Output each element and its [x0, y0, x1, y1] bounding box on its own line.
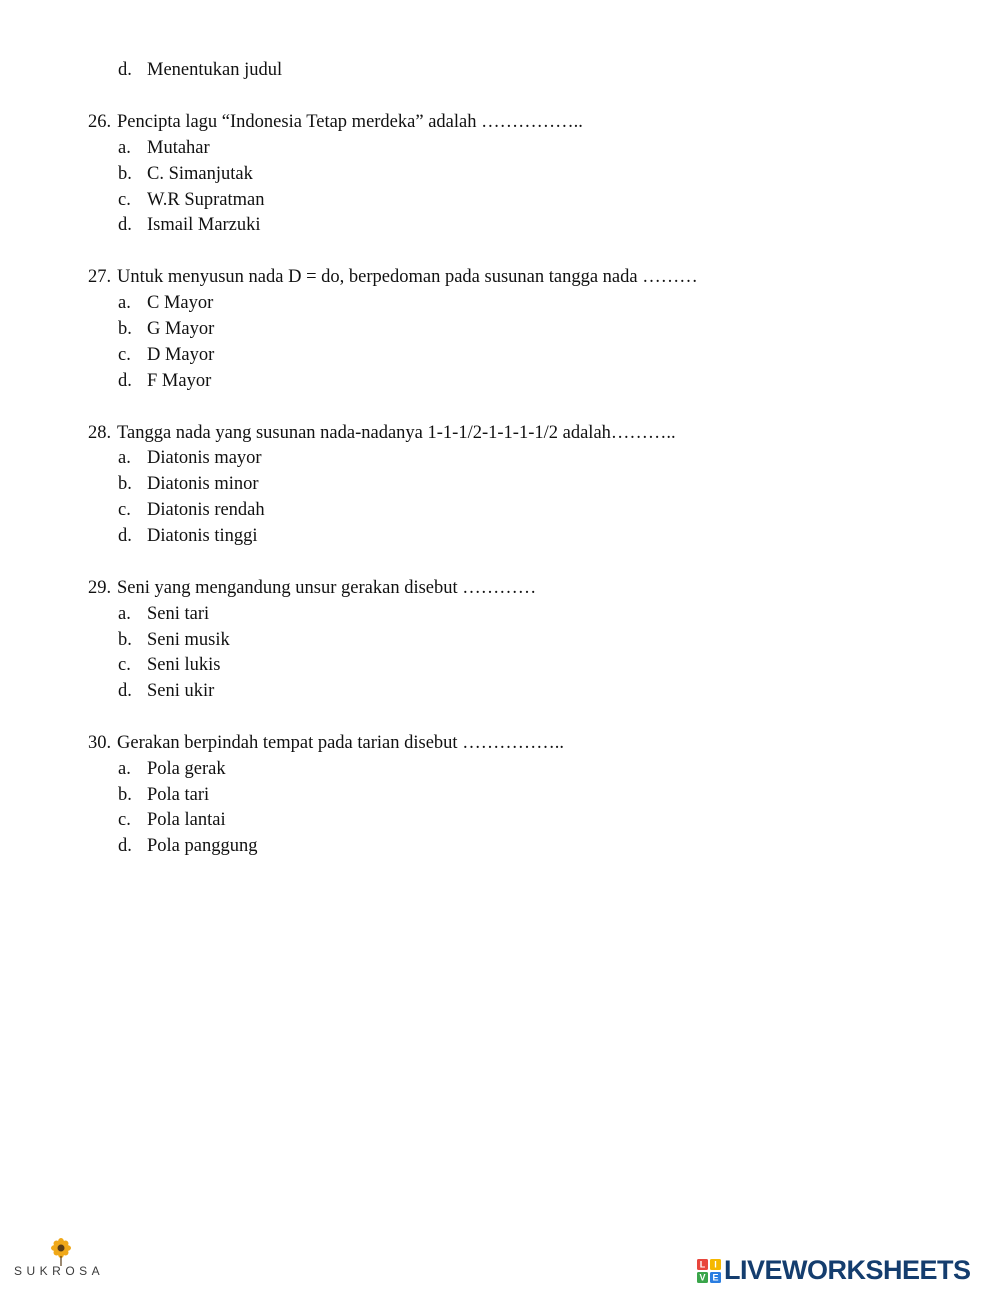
- liveworksheets-logo: [697, 1256, 997, 1286]
- logo-tile-letter: E: [712, 1272, 719, 1283]
- option-letter: a.: [118, 293, 131, 313]
- option-letter: a.: [118, 604, 131, 624]
- option-text: Seni tari: [147, 604, 210, 624]
- question-number: 30.: [88, 733, 112, 753]
- option-letter: d.: [118, 371, 132, 391]
- question-number: 26.: [88, 112, 112, 132]
- question-text: Seni yang mengandung unsur gerakan disebut …………: [117, 578, 537, 598]
- option-letter: d.: [118, 526, 132, 546]
- option-text: Diatonis tinggi: [147, 526, 258, 546]
- option-letter: b.: [118, 785, 132, 805]
- option-text: Seni ukir: [147, 681, 215, 701]
- option-text: Pola tari: [147, 785, 210, 805]
- option-text: Pola gerak: [147, 759, 226, 779]
- question-text: Untuk menyusun nada D = do, berpedoman pada susunan tangga nada ………: [117, 267, 698, 287]
- option-text: F Mayor: [147, 371, 212, 391]
- liveworksheets-wordmark: LIVEWORKSHEETS: [724, 1255, 971, 1285]
- option-letter: a.: [118, 448, 131, 468]
- option-text: Pola panggung: [147, 836, 258, 856]
- logo-tile-letter: L: [699, 1259, 706, 1270]
- question-text: Gerakan berpindah tempat pada tarian disebut ……………..: [117, 733, 564, 753]
- question-number: 29.: [88, 578, 112, 598]
- sunflower-icon: [46, 1236, 76, 1266]
- option-letter: b.: [118, 474, 132, 494]
- sukrosa-logo: [14, 1236, 124, 1286]
- logo-tile-letter: V: [699, 1272, 706, 1283]
- option-letter: c.: [118, 500, 131, 520]
- option-text: Menentukan judul: [147, 60, 283, 80]
- option-text: G Mayor: [147, 319, 215, 339]
- option-letter: b.: [118, 630, 132, 650]
- option-letter: c.: [118, 345, 131, 365]
- option-text: Seni lukis: [147, 655, 221, 675]
- option-letter: a.: [118, 759, 131, 779]
- option-text: Diatonis minor: [147, 474, 259, 494]
- option-text: Seni musik: [147, 630, 230, 650]
- option-letter: c.: [118, 810, 131, 830]
- option-text: Mutahar: [147, 138, 210, 158]
- option-letter: d.: [118, 60, 132, 80]
- question-number: 27.: [88, 267, 112, 287]
- option-text: Diatonis mayor: [147, 448, 262, 468]
- option-letter: d.: [118, 681, 132, 701]
- option-text: Diatonis rendah: [147, 500, 265, 520]
- option-letter: d.: [118, 215, 132, 235]
- option-text: C. Simanjutak: [147, 164, 253, 184]
- option-letter: c.: [118, 190, 131, 210]
- option-letter: c.: [118, 655, 131, 675]
- question-text: Pencipta lagu “Indonesia Tetap merdeka” adalah ……………..: [117, 112, 583, 132]
- option-letter: a.: [118, 138, 131, 158]
- option-text: Ismail Marzuki: [147, 215, 261, 235]
- option-letter: d.: [118, 836, 132, 856]
- option-text: D Mayor: [147, 345, 215, 365]
- option-text: W.R Supratman: [147, 190, 265, 210]
- option-letter: b.: [118, 164, 132, 184]
- question-number: 28.: [88, 423, 112, 443]
- sukrosa-wordmark: SUKROSA: [14, 1264, 105, 1278]
- logo-tile-letter: I: [714, 1259, 717, 1270]
- option-text: C Mayor: [147, 293, 214, 313]
- liveworksheets-icon: [697, 1259, 721, 1283]
- option-text: Pola lantai: [147, 810, 226, 830]
- question-text: Tangga nada yang susunan nada-nadanya 1-1-1/2-1-1-1-1/2 adalah………..: [117, 423, 676, 443]
- option-letter: b.: [118, 319, 132, 339]
